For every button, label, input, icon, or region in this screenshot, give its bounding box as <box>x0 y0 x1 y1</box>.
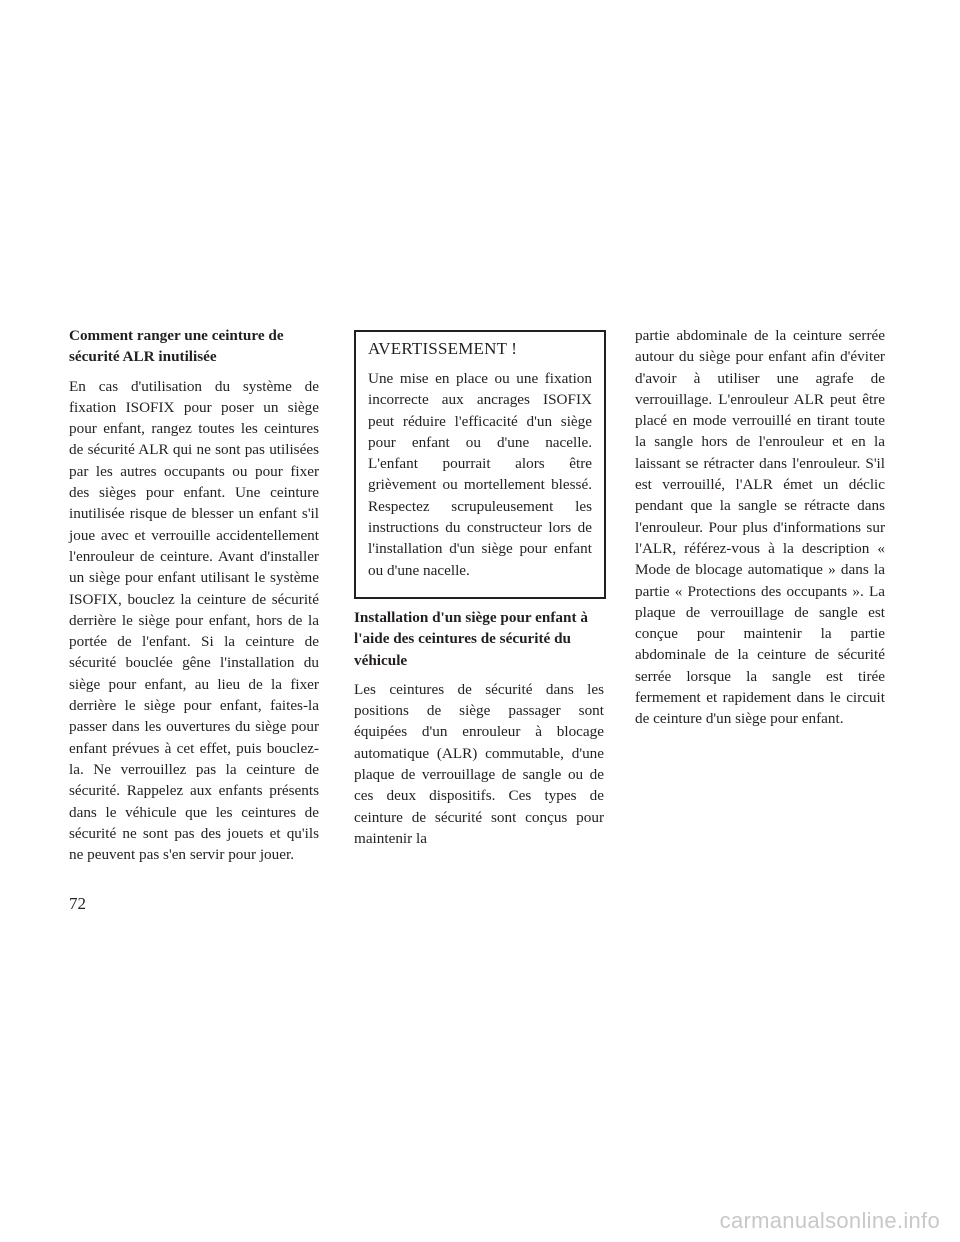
paragraph-continued: partie abdominale de la ceinture serrée autour du siège pour enfant afin d'éviter d'avoir à utiliser une agrafe de verrouillage. L'enrouleur ALR peut être placé en mode verrouillé en tirant toute la sangle hors de l'enrouleur et en la laissant se rétracter dans l'enrouleur. S'il est verrouillé, l'ALR émet un déclic pendant que la sangle se rétracte dans l'enrouleur. Pour plus d'informations sur l'ALR, référez-vous à la description « Mode de blocage automatique » dans la partie « Protections des occupants ». La plaque de verrouillage de sangle est conçue pour maintenir la partie abdominale de la ceinture de sécurité serrée lorsque la sangle est tirée fermement et rapidement dans le circuit de ceinture d'un siège pour enfant. <box>635 327 885 728</box>
page-number: 72 <box>69 894 86 913</box>
warning-text: Une mise en place ou une fixation incorrecte aux ancrages ISOFIX peut réduire l'efficacité d'un siège pour enfant ou d'une nacelle. L'enfant pourrait alors être grièvement ou mortellement blessé. Respectez scrupuleusement les instructions du constructeur lors de l'installation d'un siège pour enfant ou d'une nacelle. <box>368 370 592 579</box>
watermark-logo: carmanualsonline.info <box>719 1208 940 1233</box>
section-heading-alr-storage: Comment ranger une ceinture de sécurité ALR inutilisée <box>69 327 284 366</box>
section-heading-seat-belt-install: Installation d'un siège pour enfant à l'aide des ceintures de sécurité du véhicule <box>354 608 588 669</box>
column-left <box>69 325 319 873</box>
warning-box <box>354 330 606 599</box>
column-right <box>635 325 885 738</box>
paragraph-seat-belt-install: Les ceintures de sécurité dans les positions de siège passager sont équipées d'un enrouleur à blocage automatique (ALR) commutable, d'une plaque de verrouillage de sangle ou de ces deux dispositifs. Ces types de ceinture de sécurité sont conçus pour maintenir la <box>354 680 604 847</box>
paragraph-alr-storage: En cas d'utilisation du système de fixation ISOFIX pour poser un siège pour enfant, rangez toutes les ceintures de sécurité ALR qui ne sont pas utilisées par les autres occupants ou pour fixer des sièges pour enfant. Une ceinture inutilisée risque de blesser un enfant s'il joue avec et verrouille accidentellement l'enrouleur de ceinture. Avant d'installer un siège pour enfant utilisant le système ISOFIX, bouclez la ceinture de sécurité derrière le siège pour enfant, hors de la portée de l'enfant. Si la ceinture de sécurité bouclée gêne l'installation du siège pour enfant, au lieu de la fixer derrière le siège pour enfant, faites-la passer dans les ouvertures du siège pour enfant prévues à cet effet, puis bouclez-la. Ne verrouillez pas la ceinture de sécurité. Rappelez aux enfants présents dans le véhicule que les ceintures de sécurité ne sont pas des jouets et qu'ils ne peuvent pas s'en servir pour jouer. <box>69 377 319 864</box>
column-middle <box>354 330 604 857</box>
warning-title: AVERTISSEMENT ! <box>368 339 518 358</box>
